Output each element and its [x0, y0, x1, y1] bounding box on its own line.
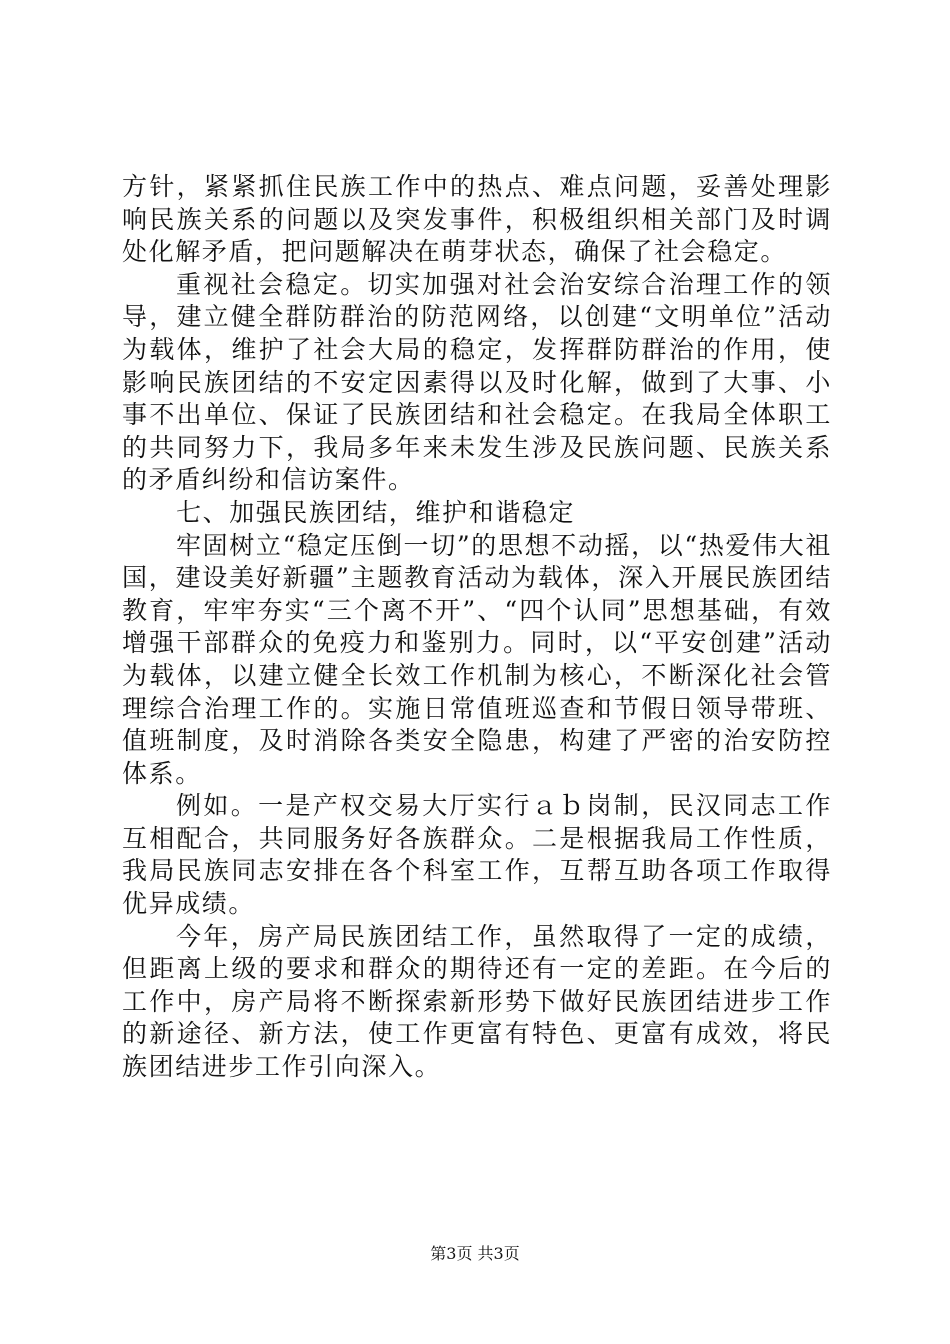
- page-number-footer: 第3页 共3页: [430, 1244, 520, 1263]
- paragraph-social-stability: 重视社会稳定。切实加强对社会治安综合治理工作的领导，建立健全群防群治的防范网络，以创建“文明单位”活动为载体，维护了社会大局的稳定，发挥群防群治的作用，使影响民族团结的不安定因素得以及时化解，做到了大事、小事不出单位、保证了民族团结和社会稳定。在我局全体职工的共同努力下，我局多年来未发生涉及民族问题、民族关系的矛盾纠纷和信访案件。: [122, 269, 832, 495]
- paragraph-examples: 例如。一是产权交易大厅实行ａｂ岗制，民汉同志工作互相配合，共同服务好各族群众。二是根据我局工作性质，我局民族同志安排在各个科室工作，互帮互助各项工作取得优异成绩。: [122, 791, 832, 919]
- paragraph-continuation: 方针，紧紧抓住民族工作中的热点、难点问题，妥善处理影响民族关系的问题以及突发事件，积极组织相关部门及时调处化解矛盾，把问题解决在萌芽状态，确保了社会稳定。: [122, 172, 832, 267]
- paragraph-conclusion: 今年，房产局民族团结工作，虽然取得了一定的成绩，但距离上级的要求和群众的期待还有一定的差距。在今后的工作中，房产局将不断探索新形势下做好民族团结进步工作的新途径、新方法，使工作更富有特色、更富有成效，将民族团结进步工作引向深入。: [122, 921, 832, 1082]
- paragraph-unity-education: 牢固树立“稳定压倒一切”的思想不动摇，以“热爱伟大祖国，建设美好新疆”主题教育活动为载体，深入开展民族团结教育，牢牢夯实“三个离不开”、“四个认同”思想基础，有效增强干部群众的免疫力和鉴别力。同时，以“平安创建”活动为载体，以建立健全长效工作机制为核心，不断深化社会管理综合治理工作的。实施日常值班巡查和节假日领导带班、值班制度，及时消除各类安全隐患，构建了严密的治安防控体系。: [122, 530, 832, 788]
- section-heading-seven: 七、加强民族团结，维护和谐稳定: [176, 497, 576, 527]
- document-body: [122, 171, 832, 1084]
